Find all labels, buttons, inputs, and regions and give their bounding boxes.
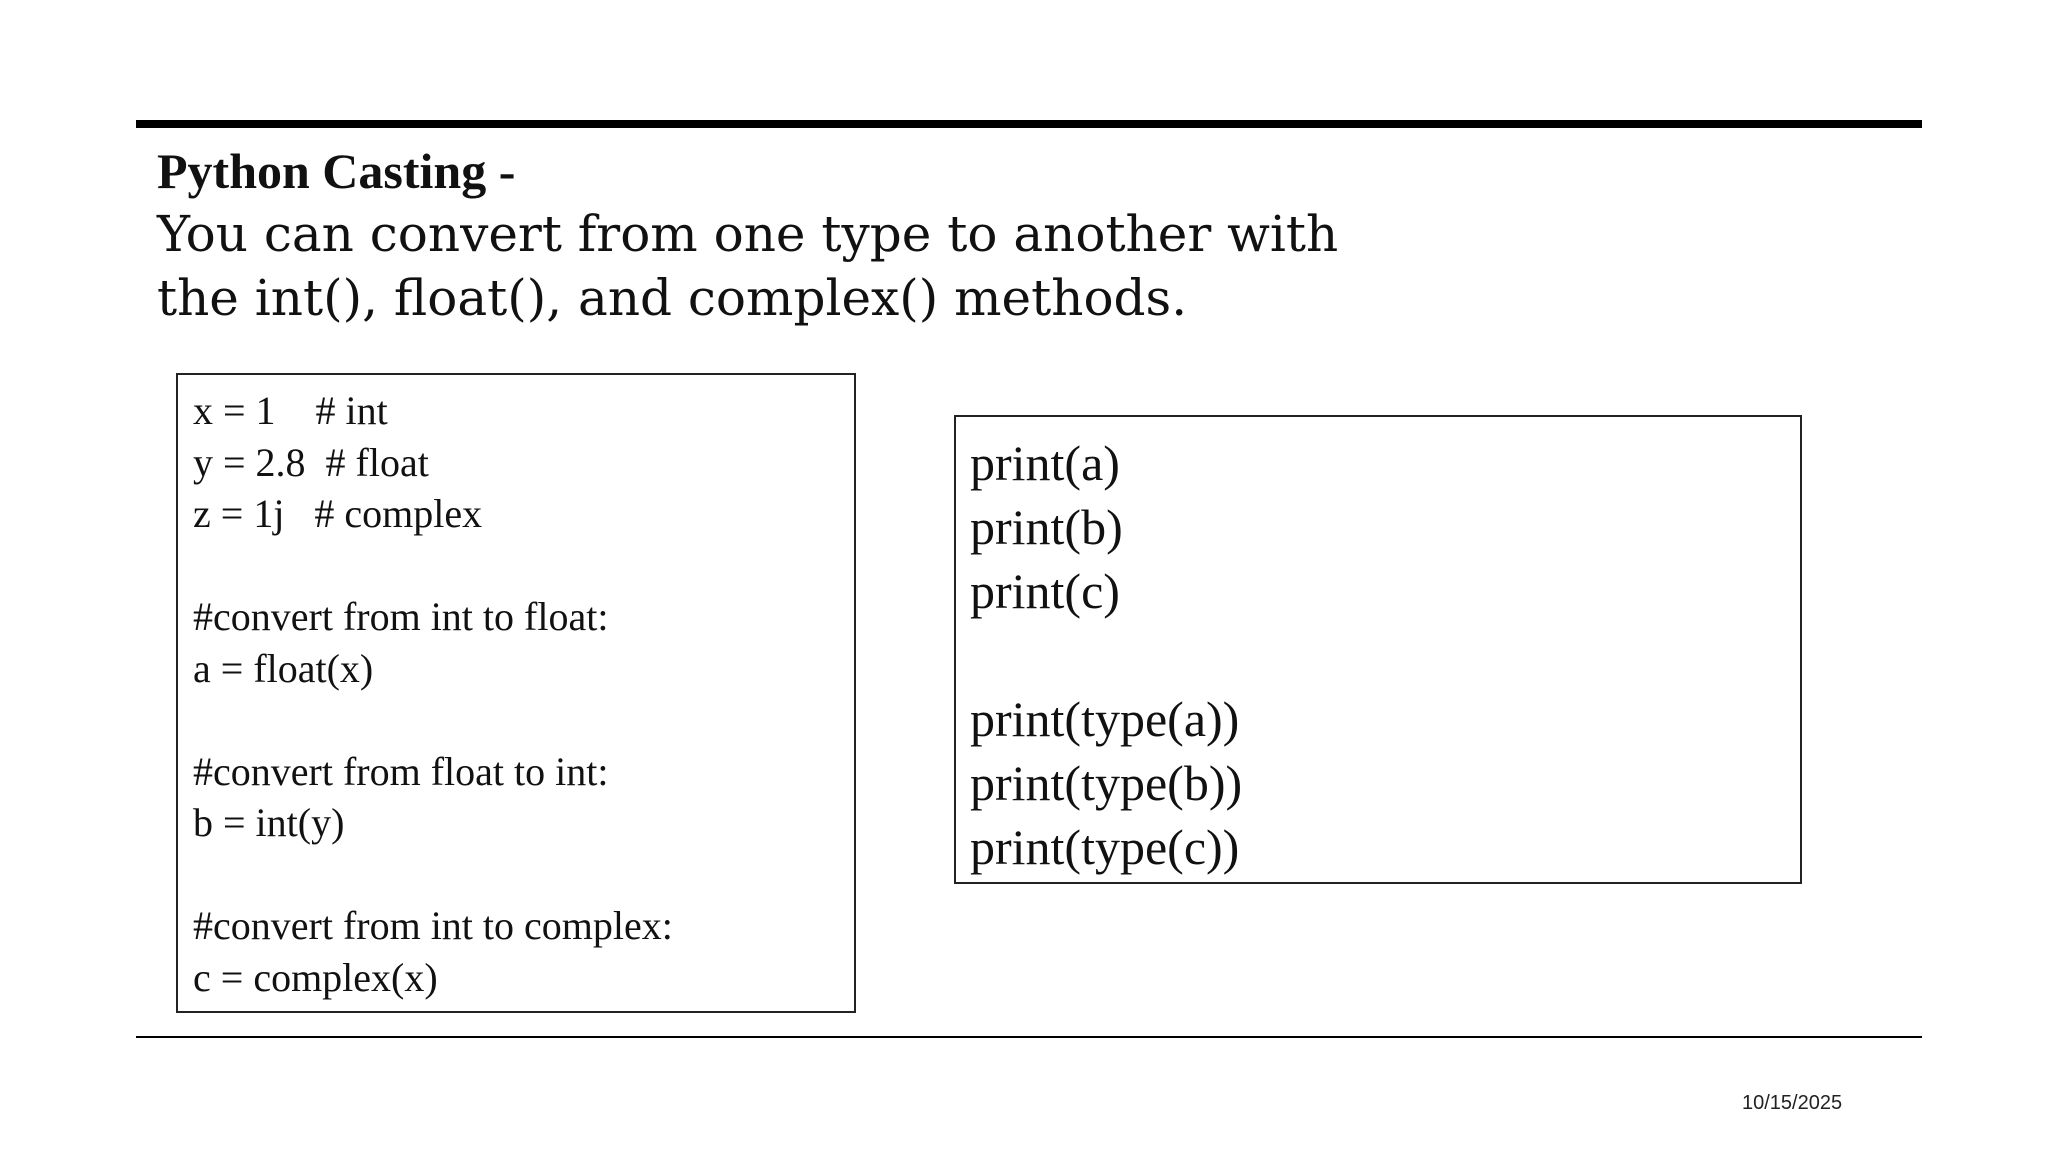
code-line: c = complex(x) — [193, 954, 438, 1000]
code-line: print(b) — [970, 499, 1123, 555]
print-code-box — [954, 415, 1802, 884]
subtitle-line: the int(), float(), and complex() methods. — [157, 269, 1188, 327]
slide-title: Python Casting - — [157, 143, 516, 199]
code-line: #convert from float to int: — [193, 748, 609, 794]
code-line: print(type(c)) — [970, 819, 1240, 875]
code-line: b = int(y) — [193, 800, 345, 845]
subtitle-line: You can convert from one type to another with — [157, 205, 1339, 263]
code-line: print(type(a)) — [970, 691, 1240, 747]
top-rule — [136, 120, 1922, 128]
code-line — [970, 623, 1800, 687]
code-line: z = 1j # complex — [193, 491, 483, 536]
code-line: a = float(x) — [193, 645, 374, 691]
code-line: print(type(b)) — [970, 755, 1243, 811]
bottom-rule — [136, 1036, 1922, 1038]
slide-subtitle — [157, 202, 1338, 330]
code-line: #convert from int to complex: — [193, 903, 673, 948]
code-line — [193, 540, 854, 592]
code-line: print(a) — [970, 435, 1120, 491]
code-line: #convert from int to float: — [193, 594, 609, 639]
code-line — [193, 849, 854, 901]
code-line: x = 1 # int — [193, 388, 388, 433]
code-line: print(c) — [970, 563, 1120, 619]
casting-code-box — [176, 373, 856, 1013]
code-line — [193, 694, 854, 746]
slide-date: 10/15/2025 — [1742, 1092, 1843, 1114]
code-line: y = 2.8 # float — [193, 439, 429, 485]
